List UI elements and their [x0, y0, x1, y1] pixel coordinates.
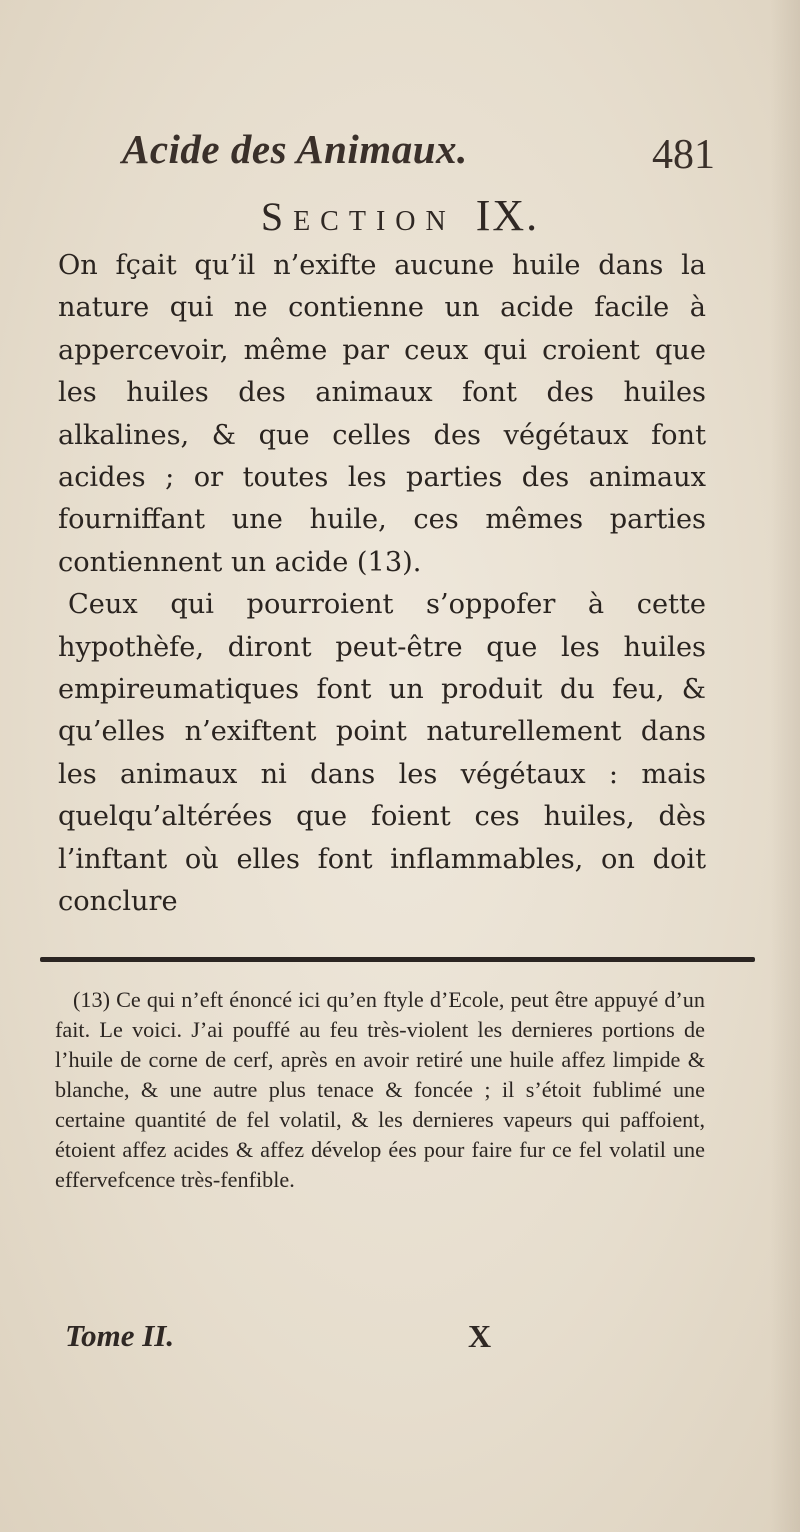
- section-numeral: IX.: [475, 191, 540, 240]
- volume-label: Tome II.: [65, 1318, 175, 1353]
- signature-mark: X: [468, 1318, 492, 1354]
- footnote: [55, 985, 705, 1195]
- section-word: Section: [260, 194, 456, 239]
- main-text: [58, 245, 706, 924]
- section-heading: [0, 190, 800, 241]
- running-head: Acide des Animaux.: [122, 126, 468, 172]
- page-header: [110, 125, 715, 181]
- footnote-divider: [40, 957, 755, 962]
- footnote-text: (13) Ce qui n’eft énoncé ici qu’en ftyle d’Ecole, peut être appuyé d’un fait. Le voici. J’ai pouffé au feu très-violent les dernieres portions de l’huile de corne de cerf, après en avoir retiré une huile affez limpide & blanche, & une autre plus tenace & foncée ; il s’étoit fublimé une certaine quantité de fel volatil, & les dernieres vapeurs qui paffoient, étoient affez acides & affez dévelop ées pour faire fur ce fel volatil une effervefcence très-fenfible.: [55, 987, 705, 1192]
- paragraph: On fçait qu’il n’exifte aucune huile dans la nature qui ne contienne un acide facile à appercevoir, même par ceux qui croient que les huiles des animaux font des huiles alkalines, & que celles des végétaux font acides ; or toutes les parties des animaux fourniffant une huile, ces mêmes parties contiennent un acide (13).: [58, 250, 706, 578]
- paragraph: Ceux qui pourroient s’oppofer à cette hypothèfe, diront peut-être que les huiles empireumatiques font un produit du feu, & qu’elles n’exiftent point naturellement dans les animaux ni dans les végétaux : mais quelqu’altérées que foient ces huiles, dès l’inftant où elles font inflammables, on doit conclure: [58, 589, 706, 918]
- page-number: 481: [652, 132, 715, 178]
